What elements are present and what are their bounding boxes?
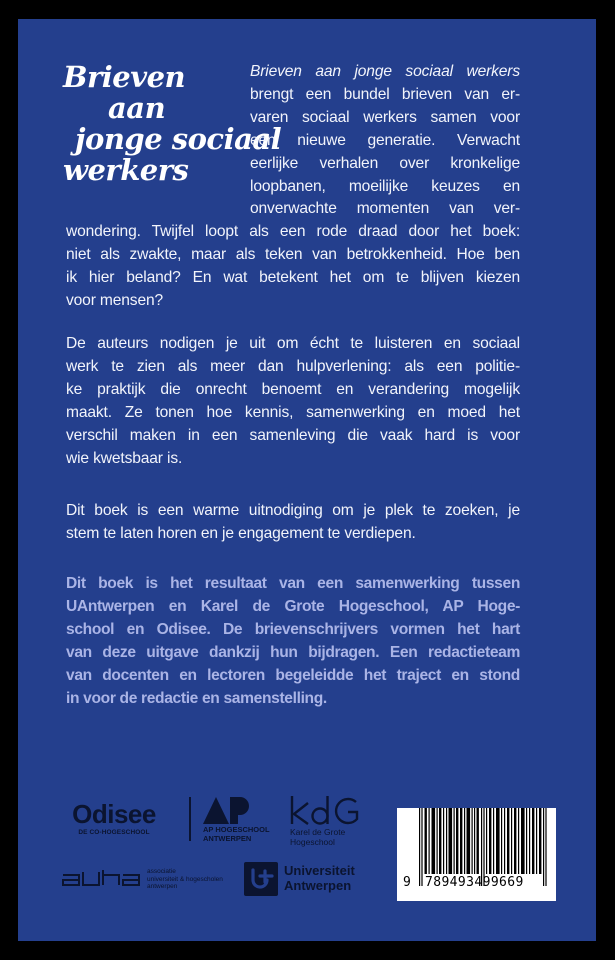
title-line-4: werkers: [63, 153, 189, 187]
blurb-line: brengt een bundel brieven van er-: [250, 85, 520, 103]
isbn-remaining-digits: 789493499669: [425, 875, 524, 890]
blurb-line: onverwachte momenten van ver-: [250, 200, 520, 218]
ua-text: [284, 864, 355, 893]
universiteit-antwerpen-logo: [244, 862, 379, 898]
blurb-line: werk te zien als meer dan hulpverlening: als een politie-: [66, 357, 520, 375]
blurb-line: stem te laten horen en je engagement te verdiepen.: [66, 524, 416, 542]
logo-divider: [189, 797, 191, 841]
blurb-paragraph-3: [66, 500, 520, 546]
kdg-logo: [290, 795, 380, 847]
ua-line-2: Antwerpen: [284, 877, 352, 893]
blurb-line: van deze uitgave dankzij hun bijdragen. Een redactieteam: [66, 643, 520, 661]
auha-line-2: universiteit & hogescholen: [147, 875, 223, 883]
blurb-line: Dit boek is het resultaat van een samenwerking tussen: [66, 575, 520, 592]
collaboration-paragraph: [66, 573, 520, 710]
blurb-line: ik hier beland? En wat betekent het om te blijven kiezen: [66, 268, 520, 286]
blurb-line: ke praktijk die onrecht benoemt en verandering mogelijk: [66, 380, 520, 398]
blurb-line: voor mensen?: [66, 291, 164, 309]
title-line-3: jonge sociaal: [75, 122, 282, 156]
blurb-line: wondering. Twijfel loopt als een rode draad door het boek:: [66, 223, 520, 240]
ap-hogeschool-logo: [189, 797, 284, 843]
blurb-line: loopbanen, moeilijke keuzes en: [250, 177, 520, 195]
title-line-2: aan: [108, 91, 166, 125]
auha-line-3: antwerpen: [147, 883, 178, 890]
auha-line-1: associatie: [147, 868, 176, 875]
ap-text: [203, 826, 270, 843]
blurb-line: eerlijke verhalen over kronkelige: [250, 154, 520, 172]
isbn-first-digit: 9: [403, 875, 411, 890]
blurb-line: school en Odisee. De brievenschrijvers vormen het hart: [66, 620, 520, 638]
blurb-line: van docenten en lectoren begeleidde het traject en stond: [66, 666, 520, 684]
blurb-line: verschil maken in een samenleving die vaak hard is voor: [66, 426, 520, 444]
blurb-line: niet als zwakte, maar als teken van betrokkenheid. Hoe ben: [66, 245, 520, 263]
kdg-line-2: Hogeschool: [290, 837, 335, 847]
auha-logo: [62, 866, 242, 892]
blurb-line: varen sociaal werkers samen voor: [250, 108, 520, 126]
ua-badge-icon: [244, 862, 278, 896]
blurb-paragraph-2: [66, 333, 520, 470]
blurb-line: UAntwerpen en Karel de Grote Hogeschool, AP Hoge-: [66, 597, 520, 615]
auha-text: [147, 868, 223, 891]
blurb-paragraph-1-top: [250, 61, 520, 221]
title-line-1: Brieven: [63, 60, 186, 94]
ap-line-2: ANTWERPEN: [203, 833, 252, 843]
blurb-line: een nieuwe generatie. Verwacht: [250, 131, 520, 149]
ap-line-1: AP HOGESCHOOL: [203, 825, 270, 834]
kdg-mark-icon: [290, 795, 362, 825]
blurb-line: wie kwetsbaar is.: [66, 449, 183, 467]
blurb-line: Brieven aan jonge sociaal werkers: [250, 63, 520, 80]
book-title: [63, 60, 282, 187]
auha-mark-icon: [62, 870, 142, 886]
isbn-barcode: [397, 808, 556, 901]
blurb-line: De auteurs nodigen je uit om écht te luisteren en sociaal: [66, 335, 520, 352]
blurb-paragraph-1-rest: [66, 221, 520, 313]
blurb-line: in voor de redactie en samenstelling.: [66, 689, 327, 707]
blurb-line: Dit boek is een warme uitnodiging om je plek te zoeken, je: [66, 502, 520, 519]
ua-line-1: Universiteit: [284, 863, 355, 878]
kdg-line-1: Karel de Grote: [290, 827, 346, 837]
blurb-line: maakt. Ze tonen hoe kennis, samenwerking en moed het: [66, 403, 520, 421]
ap-mark-icon: [203, 797, 251, 824]
odisee-logo: [59, 801, 169, 836]
odisee-wordmark: Odisee: [72, 799, 156, 829]
odisee-tagline: DE CO-HOGESCHOOL: [78, 829, 150, 836]
